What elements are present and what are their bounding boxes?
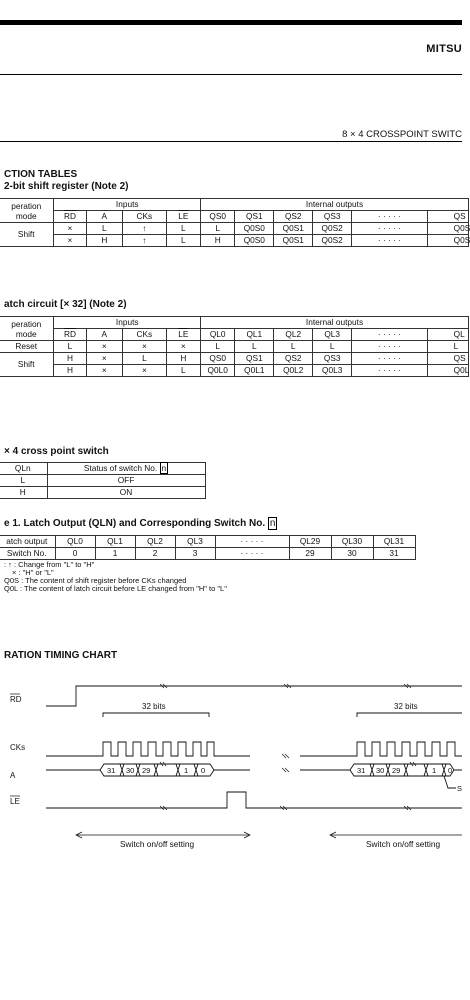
svg-text:30: 30 <box>126 766 135 775</box>
page-subtitle: 8 × 4 CROSSPOINT SWITC <box>342 129 462 140</box>
table-row: Reset L × × × L L L L · · · · · L <box>0 341 469 353</box>
subtitle-rule <box>0 141 462 142</box>
le-waveform <box>46 792 462 808</box>
latch-circuit-table <box>0 316 469 377</box>
svg-text:1: 1 <box>184 766 189 775</box>
break-marks <box>160 684 416 810</box>
table-row: Shift H × L H QS0 QS1 QS2 QS3 · · · · · QS <box>0 353 469 365</box>
inputs-header: Inputs <box>54 199 201 211</box>
svg-text:31: 31 <box>357 766 366 775</box>
svg-text:0: 0 <box>201 766 206 775</box>
shift-register-title: 2-bit shift register (Note 2) <box>4 181 129 192</box>
table-row: L OFF <box>0 475 205 487</box>
note1-title: e 1. Latch Output (QLN) and Corresponding Switch No. n <box>4 518 276 529</box>
timing-chart-title: RATION TIMING CHART <box>4 650 118 661</box>
column-header-row: QLn Status of switch No. n <box>0 463 205 475</box>
setting-arrow-right <box>330 832 462 838</box>
table-row: Shift × L ↑ L L Q0S0 Q0S1 Q0S2 · · · · · Q0S <box>0 223 469 235</box>
setting-arrow-left <box>76 832 250 838</box>
setting-label-right: Switch on/off setting <box>366 839 441 849</box>
cks-waveform-left <box>46 742 250 756</box>
column-header-row: $\overline{RD}$ A CKs $\overline{LE}$ QS0 QS1 QS2 QS3 · · · · · QS <box>0 211 469 223</box>
latch-circuit-title: atch circuit [× 32] (Note 2) <box>4 299 127 310</box>
legend-line: Q0L : The content of latch circuit before LE changed from "H" to "L" <box>4 584 227 593</box>
signal-label-a: A <box>10 771 16 780</box>
table-row: H × × L Q0L0 Q0L1 Q0L2 Q0L3 · · · · · Q0L <box>0 365 469 377</box>
svg-text:32 bits: 32 bits <box>142 702 166 711</box>
timing-chart <box>0 680 462 830</box>
svg-text:32 bits: 32 bits <box>394 702 418 711</box>
svg-text:31: 31 <box>107 766 116 775</box>
data-bus-left <box>46 764 250 776</box>
signal-labels <box>10 694 25 806</box>
signal-label-le: LE <box>10 797 20 806</box>
svg-text:1: 1 <box>432 766 437 775</box>
shift-register-table <box>0 198 469 247</box>
column-header-row: $\overline{RD}$ A CKs $\overline{LE}$ QL0 QL1 QL2 QL3 · · · · · QL <box>0 329 469 341</box>
bits-bracket-right <box>357 702 462 717</box>
outputs-header: Internal outputs <box>201 199 469 211</box>
legend-line: Q0S : The content of shift register before CKs changed <box>4 576 187 585</box>
op-mode-header: peration mode <box>0 317 54 341</box>
setting-label-left: Switch on/off setting <box>120 839 195 849</box>
table-row: Switch No. 0 1 2 3 · · · · · 29 30 31 <box>0 548 415 560</box>
legend-line: : ↑ : Change from "L" to "H" <box>4 560 95 569</box>
setting-arrows <box>0 830 462 860</box>
cks-waveform-right <box>300 742 462 756</box>
data-bus-right <box>300 764 462 793</box>
svg-text:30: 30 <box>376 766 385 775</box>
table-row: × H ↑ L H Q0S0 Q0S1 Q0S2 · · · · · Q0S <box>0 235 469 247</box>
signal-label-cks: CKs <box>10 743 26 752</box>
signal-label-rd: RD <box>10 695 22 704</box>
brand-name: MITSU <box>426 43 462 55</box>
bits-bracket-left <box>103 702 209 717</box>
svg-text:29: 29 <box>392 766 401 775</box>
table-row: atch output QL0 QL1 QL2 QL3 · · · · · QL29 QL30 QL31 <box>0 536 415 548</box>
header-bar <box>0 20 462 25</box>
section-title: CTION TABLES <box>4 169 78 180</box>
header-rule <box>0 74 462 75</box>
table-row: H ON <box>0 487 205 499</box>
latch-output-table <box>0 535 416 560</box>
svg-text:S: S <box>457 784 463 793</box>
legend-line: × : "H" or "L" <box>12 568 54 577</box>
cross-point-table <box>0 462 206 499</box>
svg-text:0: 0 <box>448 766 453 775</box>
outputs-header: Internal outputs <box>201 317 469 329</box>
inputs-header: Inputs <box>54 317 201 329</box>
svg-text:29: 29 <box>142 766 151 775</box>
op-mode-header: peration mode <box>0 199 54 223</box>
cross-point-title: × 4 cross point switch <box>4 446 109 457</box>
